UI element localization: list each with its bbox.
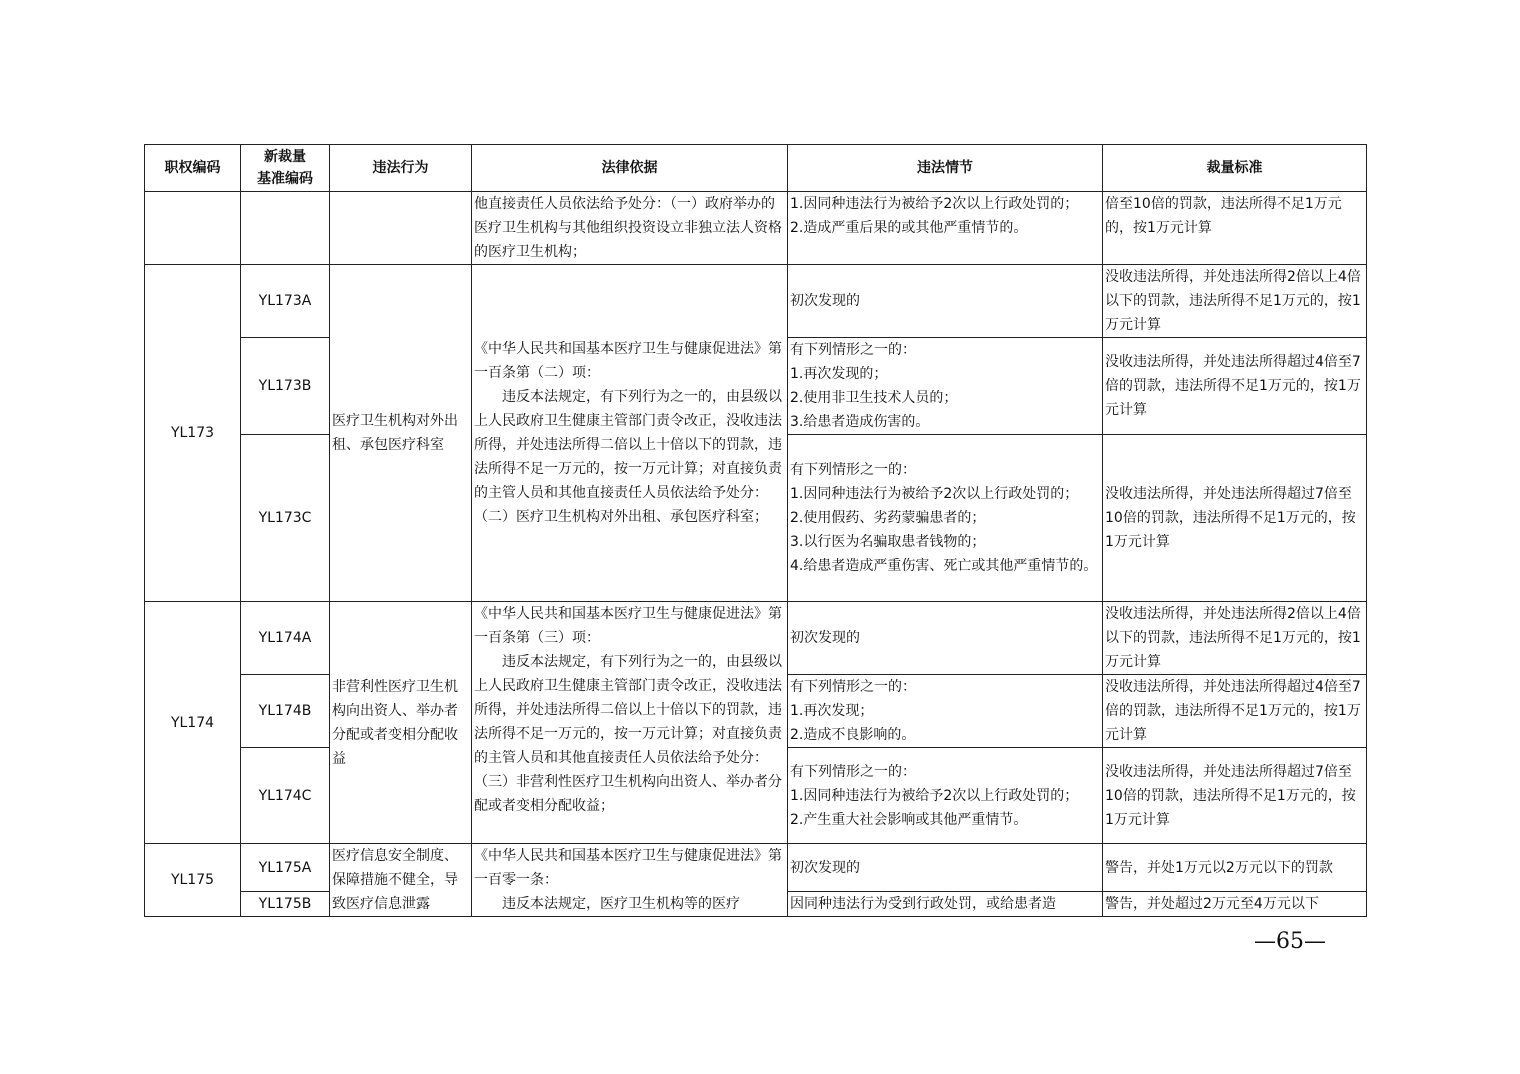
act-cell: 非营利性医疗卫生机构向出资人、举办者分配或者变相分配收益 — [330, 602, 472, 844]
table-row — [145, 602, 1367, 675]
header-code: 职权编码 — [145, 145, 241, 192]
basis-cell: 《中华人民共和国基本医疗卫生与健康促进法》第一百条第（二）项： 违反本法规定，有下列行为之一的，由县级以上人民政府卫生健康主管部门责令改正，没收违法所得，并处违法所得二倍以上十倍以下的罚款，违法所得不足一万元的，按一万元计算；对直接负责的主管人员和其他直接责任人员依法给予处分：（二）医疗卫生机构对外出租、承包医疗科室； — [472, 265, 788, 602]
code-cell: YL175 — [145, 844, 241, 917]
sub-code-cell: YL175A — [241, 844, 330, 892]
table-row — [145, 844, 1367, 892]
sub-code-cell: YL174C — [241, 748, 330, 844]
basis-cell: 他直接责任人员依法给予处分：（一）政府举办的医疗卫生机构与其他组织投资设立非独立法人资格的医疗卫生机构； — [472, 192, 788, 265]
circumstance-cell: 有下列情形之一的： 1.因同种违法行为被给予2次以上行政处罚的； 2.产生重大社会影响或其他严重情节。 — [788, 748, 1103, 844]
table-row — [145, 192, 1367, 265]
header-sub-code: 新裁量 基准编码 — [241, 145, 330, 192]
standard-cell: 没收违法所得，并处违法所得超过4倍至7倍的罚款，违法所得不足1万元的，按1万元计算 — [1103, 338, 1367, 435]
sub-code-cell: YL173B — [241, 338, 330, 435]
standard-cell: 没收违法所得，并处违法所得超过7倍至10倍的罚款，违法所得不足1万元的，按1万元计算 — [1103, 748, 1367, 844]
header-row — [145, 145, 1367, 192]
header-circumstance: 违法情节 — [788, 145, 1103, 192]
standard-cell: 没收违法所得，并处违法所得2倍以上4倍以下的罚款，违法所得不足1万元的，按1万元计算 — [1103, 602, 1367, 675]
standard-cell: 没收违法所得，并处违法所得超过4倍至7倍的罚款，违法所得不足1万元的，按1万元计算 — [1103, 675, 1367, 748]
sub-code-cell: YL174B — [241, 675, 330, 748]
header-standard: 裁量标准 — [1103, 145, 1367, 192]
sub-code-cell: YL173A — [241, 265, 330, 338]
sub-code-cell: YL175B — [241, 892, 330, 917]
circumstance-cell: 初次发现的 — [788, 265, 1103, 338]
circumstance-cell: 有下列情形之一的： 1.因同种违法行为被给予2次以上行政处罚的； 2.使用假药、劣药蒙骗患者的； 3.以行医为名骗取患者钱物的； 4.给患者造成严重伤害、死亡或其他严重情节的。 — [788, 435, 1103, 602]
standard-cell: 警告，并处1万元以2万元以下的罚款 — [1103, 844, 1367, 892]
standard-cell: 警告，并处超过2万元至4万元以下 — [1103, 892, 1367, 917]
sub-code-cell: YL173C — [241, 435, 330, 602]
standard-cell: 没收违法所得，并处违法所得超过7倍至10倍的罚款，违法所得不足1万元的，按1万元计算 — [1103, 435, 1367, 602]
page-number: —65— — [1254, 929, 1326, 954]
code-cell: YL174 — [145, 602, 241, 844]
circumstance-cell: 初次发现的 — [788, 602, 1103, 675]
header-basis: 法律依据 — [472, 145, 788, 192]
act-cell: 医疗卫生机构对外出租、承包医疗科室 — [330, 265, 472, 602]
circumstance-cell: 因同种违法行为受到行政处罚，或给患者造 — [788, 892, 1103, 917]
standard-cell: 没收违法所得，并处违法所得2倍以上4倍以下的罚款，违法所得不足1万元的，按1万元计算 — [1103, 265, 1367, 338]
circumstance-cell: 有下列情形之一的： 1.再次发现的； 2.使用非卫生技术人员的； 3.给患者造成伤害的。 — [788, 338, 1103, 435]
sub-code-cell: YL174A — [241, 602, 330, 675]
basis-cell: 《中华人民共和国基本医疗卫生与健康促进法》第一百零一条： 违反本法规定，医疗卫生机构等的医疗 — [472, 844, 788, 917]
standard-cell: 倍至10倍的罚款，违法所得不足1万元的，按1万元计算 — [1103, 192, 1367, 265]
code-cell: YL173 — [145, 265, 241, 602]
table-row — [145, 265, 1367, 338]
penalty-standard-table — [144, 144, 1367, 917]
header-act: 违法行为 — [330, 145, 472, 192]
circumstance-cell: 初次发现的 — [788, 844, 1103, 892]
circumstance-cell: 1.因同种违法行为被给予2次以上行政处罚的； 2.造成严重后果的或其他严重情节的。 — [788, 192, 1103, 265]
act-cell: 医疗信息安全制度、保障措施不健全，导致医疗信息泄露 — [330, 844, 472, 917]
circumstance-cell: 有下列情形之一的： 1.再次发现； 2.造成不良影响的。 — [788, 675, 1103, 748]
basis-cell: 《中华人民共和国基本医疗卫生与健康促进法》第一百条第（三）项： 违反本法规定，有下列行为之一的，由县级以上人民政府卫生健康主管部门责令改正，没收违法所得，并处违法所得二倍以上十倍以下的罚款，违法所得不足一万元的，按一万元计算；对直接负责的主管人员和其他直接责任人员依法给予处分：（三）非营利性医疗卫生机构向出资人、举办者分配或者变相分配收益； — [472, 602, 788, 844]
